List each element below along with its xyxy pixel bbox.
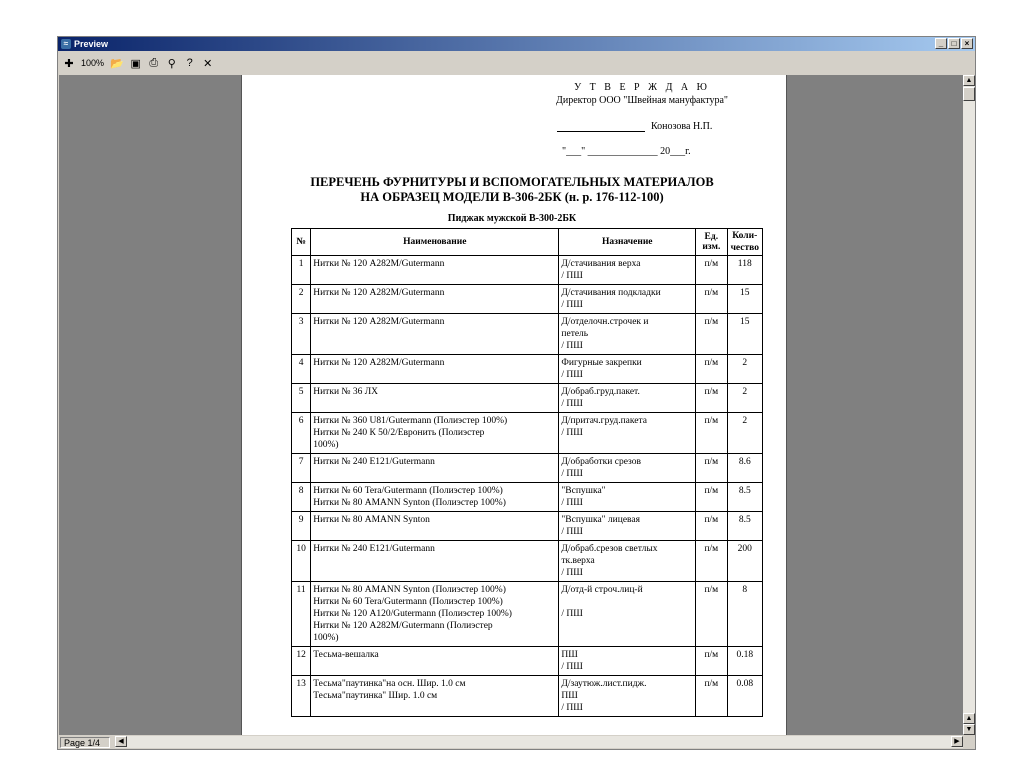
cell-name — [311, 676, 559, 717]
open-icon[interactable]: 📂 — [110, 57, 124, 70]
cell-purpose-line: петель — [561, 329, 589, 339]
cell-unit: п/м — [696, 647, 727, 676]
pin-icon[interactable]: ✚ — [64, 57, 74, 70]
cell-name — [311, 413, 559, 454]
cell-purpose-line: Д/стачивания верха — [561, 259, 641, 269]
cell-unit: п/м — [696, 384, 727, 413]
cell-name-line: Нитки № 120 A282M/Gutermann — [313, 358, 445, 368]
col-unit-line1: Ед. — [704, 232, 719, 242]
cell-name-line: Нитки № 120 A282M/Gutermann — [313, 288, 445, 298]
col-unit-line2: изм. — [702, 242, 721, 252]
find-icon[interactable]: ⚲ — [167, 57, 176, 70]
cell-unit: п/м — [696, 355, 727, 384]
title-line-2: НА ОБРАЗЕЦ МОДЕЛИ В-306-2БК (н. р. 176-112-100) — [360, 190, 664, 204]
cell-num: 7 — [292, 454, 311, 483]
cell-purpose — [559, 256, 696, 285]
minimize-button[interactable]: _ — [935, 38, 947, 49]
col-qty-line2: чество — [730, 243, 759, 253]
cell-name-line: Нитки № 360 U81/Gutermann (Полиэстер 100%) — [313, 416, 508, 426]
cell-name-line: Тесьма"паутинка" Шир. 1.0 см — [313, 691, 438, 701]
table-row — [292, 483, 763, 512]
col-name: Наименование — [311, 229, 559, 256]
preview-window — [57, 36, 976, 750]
cell-purpose — [559, 413, 696, 454]
vertical-scrollbar[interactable] — [963, 75, 975, 735]
cell-name-line: Нитки № 240 Е121/Gutermann — [313, 544, 435, 554]
help-icon[interactable]: ? — [186, 57, 193, 69]
close-icon[interactable]: ✕ — [203, 57, 213, 70]
horizontal-scrollbar[interactable] — [115, 736, 963, 748]
scroll-thumb[interactable] — [963, 87, 975, 101]
cell-unit: п/м — [696, 413, 727, 454]
cell-name — [311, 512, 559, 541]
cell-num: 3 — [292, 314, 311, 355]
maximize-button[interactable]: □ — [948, 38, 960, 49]
table-row — [292, 355, 763, 384]
cell-purpose-line: Д/притач.груд.пакета — [561, 416, 647, 426]
cell-purpose-line: "Вспушка" лицевая — [561, 515, 640, 525]
cell-name — [311, 582, 559, 647]
cell-num: 12 — [292, 647, 311, 676]
cell-purpose-line: / ПШ — [561, 662, 583, 672]
cell-unit: п/м — [696, 483, 727, 512]
cell-qty: 8.5 — [727, 483, 762, 512]
window-title: Preview — [74, 39, 109, 49]
cell-purpose-line: / ПШ — [561, 527, 583, 537]
cell-unit: п/м — [696, 541, 727, 582]
cell-num: 9 — [292, 512, 311, 541]
window-controls — [935, 38, 973, 49]
cell-num: 4 — [292, 355, 311, 384]
scroll-left-button[interactable]: ◀ — [115, 736, 127, 747]
cell-num: 5 — [292, 384, 311, 413]
cell-purpose-line: тк.верха — [561, 556, 595, 566]
table-row — [292, 676, 763, 717]
cell-purpose — [559, 676, 696, 717]
col-purpose: Назначение — [559, 229, 696, 256]
cell-unit: п/м — [696, 512, 727, 541]
cell-purpose-line: / ПШ — [561, 399, 583, 409]
cell-purpose-line: / ПШ — [561, 609, 583, 619]
cell-purpose-line: Д/обраб.груд.пакет. — [561, 387, 640, 397]
cell-purpose-line: Д/обраб.срезов светлых — [561, 544, 658, 554]
cell-name-line: Тесьма-вешалка — [313, 650, 379, 660]
cell-purpose-line: / ПШ — [561, 370, 583, 380]
cell-purpose-line: / ПШ — [561, 341, 583, 351]
cell-purpose-line: / ПШ — [561, 568, 583, 578]
cell-unit: п/м — [696, 256, 727, 285]
title-bar — [58, 37, 975, 51]
cell-name-line: Нитки № 120 A282M/Gutermann — [313, 317, 445, 327]
toolbar — [58, 52, 975, 74]
document-title — [272, 175, 752, 205]
cell-name-line: Нитки № 60 Tera/Gutermann (Полиэстер 100%) — [313, 486, 503, 496]
cell-name-line: Нитки № 60 Tera/Gutermann (Полиэстер 100%) — [313, 597, 503, 607]
cell-purpose — [559, 512, 696, 541]
cell-purpose — [559, 454, 696, 483]
cell-num: 13 — [292, 676, 311, 717]
cell-purpose-line: ПШ — [561, 650, 578, 660]
cell-unit: п/м — [696, 582, 727, 647]
cell-unit: п/м — [696, 676, 727, 717]
cell-purpose-line: / ПШ — [561, 300, 583, 310]
cell-purpose-line — [561, 596, 693, 608]
cell-name-line: Нитки № 80 AMANN Synton (Полиэстер 100%) — [313, 498, 506, 508]
title-line-1: ПЕРЕЧЕНЬ ФУРНИТУРЫ И ВСПОМОГАТЕЛЬНЫХ МАТЕРИАЛОВ — [310, 175, 714, 189]
cell-name — [311, 285, 559, 314]
signature-blank — [557, 131, 645, 132]
table-row — [292, 582, 763, 647]
cell-qty: 2 — [727, 413, 762, 454]
cell-name — [311, 355, 559, 384]
table-row — [292, 384, 763, 413]
cell-purpose — [559, 582, 696, 647]
cell-qty: 8.5 — [727, 512, 762, 541]
table-header-row — [292, 229, 763, 256]
table-row — [292, 512, 763, 541]
cell-name-line: Нитки № 120 A282M/Gutermann — [313, 259, 445, 269]
cell-qty: 8.6 — [727, 454, 762, 483]
cell-name — [311, 541, 559, 582]
date-line: "___" ______________ 20___г. — [562, 146, 691, 157]
cell-num: 11 — [292, 582, 311, 647]
cell-name-line: 100%) — [313, 440, 339, 450]
cell-purpose — [559, 647, 696, 676]
page-indicator: Page 1/4 — [60, 737, 110, 748]
cell-name-line: Нитки № 80 AMANN Synton (Полиэстер 100%) — [313, 585, 506, 595]
cell-name-line: Нитки № 240 Е121/Gutermann — [313, 457, 435, 467]
cell-qty: 8 — [727, 582, 762, 647]
cell-name — [311, 454, 559, 483]
cell-purpose — [559, 483, 696, 512]
cell-name-line: Нитки № 36 ЛХ — [313, 387, 379, 397]
cell-qty: 118 — [727, 256, 762, 285]
cell-purpose — [559, 384, 696, 413]
cell-purpose-line: / ПШ — [561, 469, 583, 479]
materials-table — [291, 228, 763, 717]
cell-purpose-line: Д/отд-й строч.лиц-й — [561, 585, 643, 595]
approve-position: Директор ООО "Швейная мануфактура" — [556, 95, 728, 106]
table-row — [292, 413, 763, 454]
app-icon: ≈ — [61, 39, 71, 49]
cell-purpose — [559, 314, 696, 355]
table-body — [292, 256, 763, 717]
col-num: № — [292, 229, 311, 256]
cell-qty: 0.18 — [727, 647, 762, 676]
cell-name — [311, 647, 559, 676]
scroll-right-button[interactable]: ▶ — [951, 736, 963, 747]
cell-purpose — [559, 285, 696, 314]
cell-purpose-line: Д/отделочн.строчек и — [561, 317, 649, 327]
cell-name-line: Нитки № 120 A120/Gutermann (Полиэстер 100%) — [313, 609, 512, 619]
cell-purpose-line: Фигурные закрепки — [561, 358, 642, 368]
document-page — [241, 75, 787, 735]
cell-name-line: Тесьма"паутинка"на осн. Шир. 1.0 см — [313, 679, 466, 689]
status-bar — [58, 736, 975, 749]
col-unit — [696, 229, 727, 256]
cell-unit: п/м — [696, 454, 727, 483]
cell-qty: 0.08 — [727, 676, 762, 717]
col-qty-line1: Коли- — [732, 231, 758, 241]
cell-name — [311, 483, 559, 512]
cell-purpose-line: / ПШ — [561, 498, 583, 508]
cell-purpose-line: Д/обработки срезов — [561, 457, 641, 467]
approval-block — [542, 81, 742, 107]
cell-purpose-line: / ПШ — [561, 428, 583, 438]
col-qty — [727, 229, 762, 256]
cell-qty: 2 — [727, 384, 762, 413]
cell-purpose — [559, 355, 696, 384]
zoom-level[interactable]: 100% — [81, 58, 105, 68]
cell-purpose-line: / ПШ — [561, 703, 583, 713]
cell-qty: 2 — [727, 355, 762, 384]
cell-qty: 15 — [727, 314, 762, 355]
approve-heading: У Т В Е Р Ж Д А Ю — [574, 82, 710, 93]
table-row — [292, 647, 763, 676]
scroll-up-button-2[interactable]: ▲ — [963, 713, 975, 724]
table-row — [292, 285, 763, 314]
cell-num: 1 — [292, 256, 311, 285]
cell-num: 10 — [292, 541, 311, 582]
cell-name-line: 100%) — [313, 633, 339, 643]
cell-num: 2 — [292, 285, 311, 314]
cell-name — [311, 384, 559, 413]
cell-unit: п/м — [696, 285, 727, 314]
cell-name-line: Нитки № 240 К 50/2/Евронить (Полиэстер — [313, 428, 485, 438]
cell-qty: 200 — [727, 541, 762, 582]
table-row — [292, 314, 763, 355]
cell-num: 6 — [292, 413, 311, 454]
cell-unit: п/м — [696, 314, 727, 355]
cell-num: 8 — [292, 483, 311, 512]
signature-name: Конозова Н.П. — [651, 121, 713, 132]
table-row — [292, 454, 763, 483]
table-row — [292, 541, 763, 582]
cell-name — [311, 256, 559, 285]
cell-name-line: Нитки № 80 AMANN Synton — [313, 515, 430, 525]
cell-purpose-line: Д/стачивания подкладки — [561, 288, 661, 298]
cell-purpose-line: "Вспушка" — [561, 486, 606, 496]
signature-line — [557, 121, 712, 132]
preview-canvas — [59, 75, 963, 735]
cell-qty: 15 — [727, 285, 762, 314]
cell-purpose-line: ПШ — [561, 691, 578, 701]
cell-name — [311, 314, 559, 355]
table-row — [292, 256, 763, 285]
document-subtitle: Пиджак мужской В-300-2БК — [447, 213, 577, 224]
cell-purpose — [559, 541, 696, 582]
cell-purpose-line: / ПШ — [561, 271, 583, 281]
cell-name-line: Нитки № 120 A282M/Gutermann (Полиэстер — [313, 621, 493, 631]
close-window-button[interactable]: × — [961, 38, 973, 49]
cell-purpose-line: Д/заутюж.лист.пидж. — [561, 679, 647, 689]
scroll-up-button[interactable]: ▲ — [963, 75, 975, 86]
scroll-down-button[interactable]: ▼ — [963, 724, 975, 735]
save-icon[interactable]: ▣ — [130, 57, 141, 70]
print-icon[interactable]: ⎙ — [149, 56, 159, 69]
